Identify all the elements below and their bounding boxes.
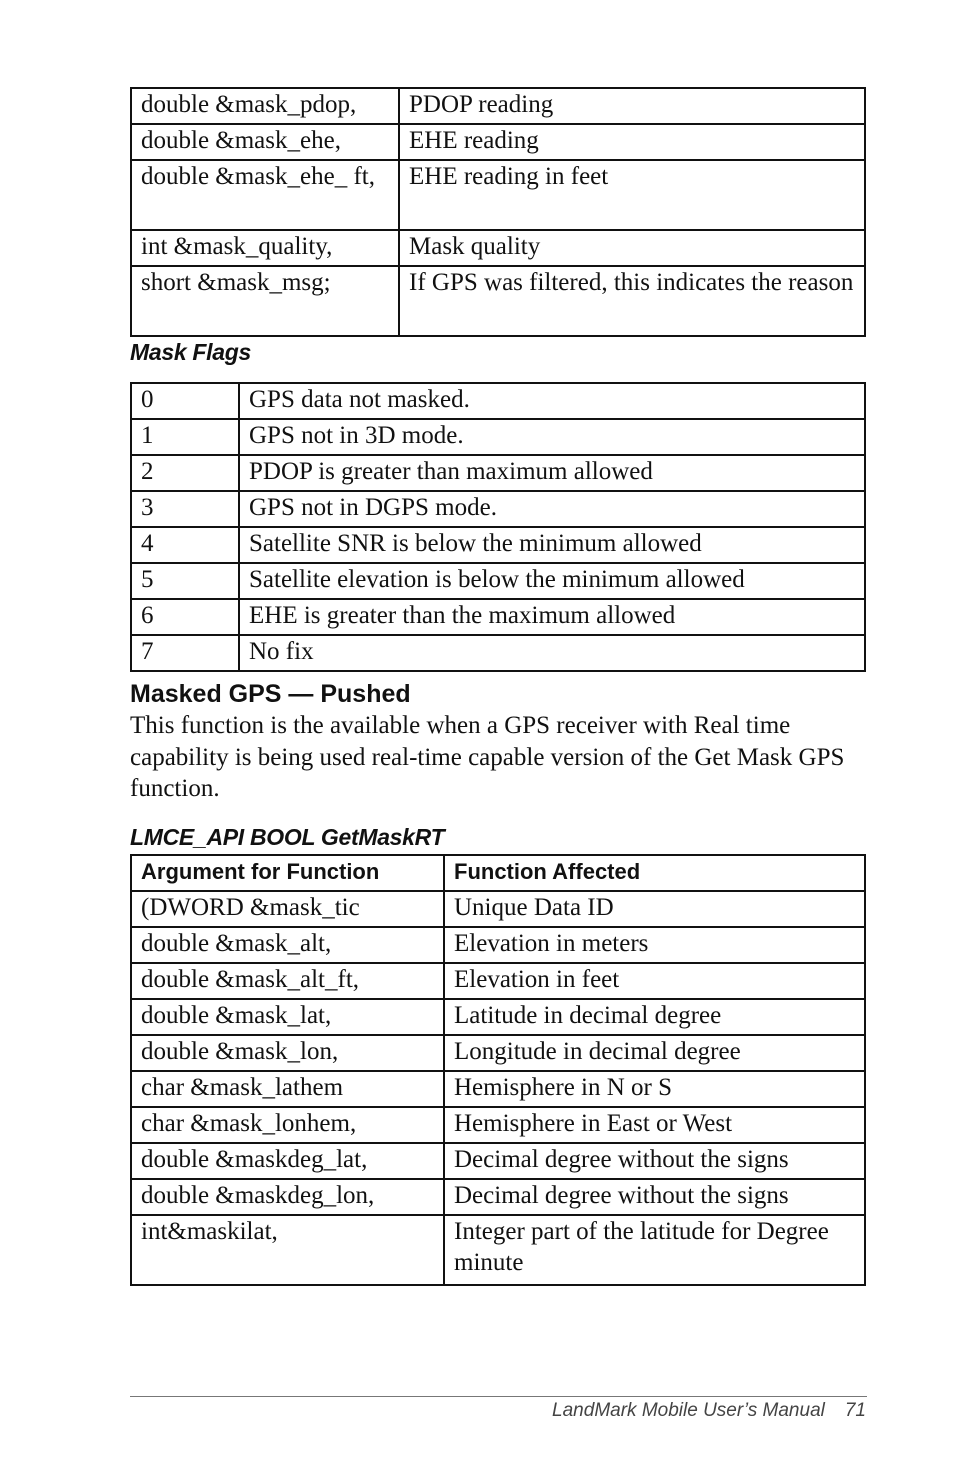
description-cell: Unique Data ID	[444, 891, 865, 927]
argument-cell: double &mask_lon,	[131, 1035, 444, 1071]
table-row	[131, 563, 865, 599]
description-cell: Elevation in feet	[444, 963, 865, 999]
argument-cell: char &mask_lathem	[131, 1071, 444, 1107]
table-row	[131, 419, 865, 455]
argument-cell: char &mask_lonhem,	[131, 1107, 444, 1143]
description-cell: PDOP reading	[399, 88, 865, 124]
flag-description-cell: GPS not in DGPS mode.	[239, 491, 865, 527]
flag-code-cell: 4	[131, 527, 239, 563]
flag-description-cell: EHE is greater than the maximum allowed	[239, 599, 865, 635]
mask-flags-table	[130, 382, 866, 672]
footer-divider	[130, 1396, 867, 1397]
flag-description-cell: No fix	[239, 635, 865, 671]
mask-flags-caption: Mask Flags	[130, 339, 251, 365]
getmaskrt-arguments-table	[130, 854, 866, 1286]
table-row	[131, 891, 865, 927]
argument-cell: double &mask_alt_ft,	[131, 963, 444, 999]
table-row	[131, 999, 865, 1035]
description-cell: If GPS was filtered, this indicates the reason	[399, 266, 865, 336]
argument-cell: double &mask_pdop,	[131, 88, 399, 124]
argument-cell: double &mask_alt,	[131, 927, 444, 963]
table-row	[131, 88, 865, 124]
table-row	[131, 266, 865, 336]
flag-code-cell: 7	[131, 635, 239, 671]
table-row	[131, 963, 865, 999]
argument-cell: double &maskdeg_lon,	[131, 1179, 444, 1215]
table-row	[131, 455, 865, 491]
column-header-argument: Argument for Function	[131, 855, 444, 891]
flag-description-cell: Satellite SNR is below the minimum allowed	[239, 527, 865, 563]
table-row	[131, 1035, 865, 1071]
table-row	[131, 1215, 865, 1285]
table-row	[131, 160, 865, 230]
description-cell: Hemisphere in East or West	[444, 1107, 865, 1143]
flag-description-cell: GPS not in 3D mode.	[239, 419, 865, 455]
description-cell: Hemisphere in N or S	[444, 1071, 865, 1107]
table-row	[131, 491, 865, 527]
mask-output-arguments-table	[130, 87, 866, 337]
argument-cell: int&maskilat,	[131, 1215, 444, 1285]
table-row	[131, 230, 865, 266]
argument-cell: (DWORD &mask_tic	[131, 891, 444, 927]
flag-description-cell: Satellite elevation is below the minimum allowed	[239, 563, 865, 599]
flag-code-cell: 3	[131, 491, 239, 527]
function-signature-caption: LMCE_API BOOL GetMaskRT	[130, 823, 445, 850]
flag-code-cell: 5	[131, 563, 239, 599]
table-row	[131, 1179, 865, 1215]
page-number: 71	[844, 1400, 866, 1421]
table-row	[131, 124, 865, 160]
description-cell: Integer part of the latitude for Degree minute	[444, 1215, 865, 1285]
table-row	[131, 1071, 865, 1107]
flag-description-cell: GPS data not masked.	[239, 383, 865, 419]
flag-description-cell: PDOP is greater than maximum allowed	[239, 455, 865, 491]
section-paragraph: This function is the available when a GPS receiver with Real time capability is being used real-time capable version of the Get Mask GPS function.	[130, 712, 845, 802]
description-cell: Latitude in decimal degree	[444, 999, 865, 1035]
footer-manual-title: LandMark Mobile User’s Manual	[552, 1400, 825, 1421]
description-cell: Decimal degree without the signs	[444, 1179, 865, 1215]
description-cell: Mask quality	[399, 230, 865, 266]
description-cell: Elevation in meters	[444, 927, 865, 963]
argument-cell: int &mask_quality,	[131, 230, 399, 266]
manual-page	[130, 87, 866, 1286]
argument-cell: double &mask_ehe_ ft,	[131, 160, 399, 230]
table-row	[131, 927, 865, 963]
flag-code-cell: 1	[131, 419, 239, 455]
description-cell: Longitude in decimal degree	[444, 1035, 865, 1071]
table-row	[131, 599, 865, 635]
table-row	[131, 383, 865, 419]
section-heading: Masked GPS — Pushed	[130, 680, 411, 708]
table-header-row	[131, 855, 865, 891]
flag-code-cell: 2	[131, 455, 239, 491]
argument-cell: double &mask_ehe,	[131, 124, 399, 160]
description-cell: EHE reading	[399, 124, 865, 160]
argument-cell: double &mask_lat,	[131, 999, 444, 1035]
column-header-affected: Function Affected	[444, 855, 865, 891]
argument-cell: double &maskdeg_lat,	[131, 1143, 444, 1179]
description-cell: Decimal degree without the signs	[444, 1143, 865, 1179]
table-row	[131, 527, 865, 563]
argument-cell: short &mask_msg;	[131, 266, 399, 336]
table-row	[131, 1143, 865, 1179]
description-cell: EHE reading in feet	[399, 160, 865, 230]
flag-code-cell: 0	[131, 383, 239, 419]
table-row	[131, 635, 865, 671]
page-footer	[552, 1400, 866, 1422]
flag-code-cell: 6	[131, 599, 239, 635]
table-row	[131, 1107, 865, 1143]
